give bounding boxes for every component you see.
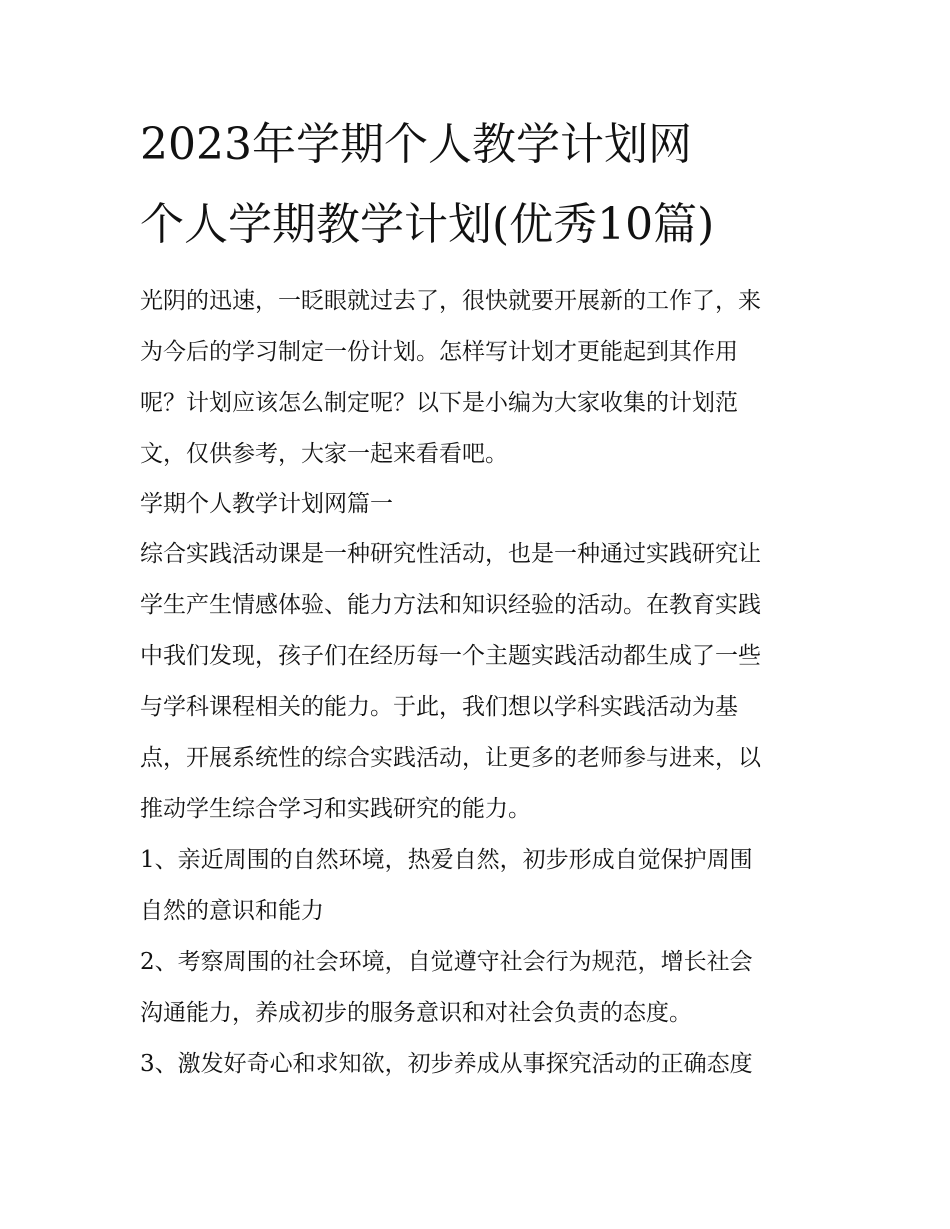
body-line-2: 学生产生情感体验、能力方法和知识经验的活动。在教育实践 (140, 592, 761, 618)
body-line-6: 推动学生综合学习和实践研究的能力。 (140, 796, 531, 822)
intro-line-4: 文，仅供参考，大家一起来看看吧。 (140, 441, 508, 467)
list-item-1-line-2: 自然的意识和能力 (140, 898, 324, 924)
list-item-3-line-1: 3、激发好奇心和求知欲，初步养成从事探究活动的正确态度 (140, 1051, 753, 1077)
document-title-line-1: 2023年学期个人教学计划网 (140, 119, 692, 170)
intro-line-1: 光阴的迅速，一眨眼就过去了，很快就要开展新的工作了，来 (140, 288, 761, 314)
body-line-1: 综合实践活动课是一种研究性活动，也是一种通过实践研究让 (140, 541, 761, 567)
body-line-3: 中我们发现，孩子们在经历每一个主题实践活动都生成了一些 (140, 643, 761, 669)
list-item-2-line-2: 沟通能力，养成初步的服务意识和对社会负责的态度。 (140, 1000, 692, 1026)
intro-line-3: 呢？计划应该怎么制定呢？以下是小编为大家收集的计划范 (140, 390, 738, 416)
section-heading: 学期个人教学计划网篇一 (140, 491, 393, 517)
list-item-1-line-1: 1、亲近周围的自然环境，热爱自然，初步形成自觉保护周围 (140, 847, 753, 873)
body-line-4: 与学科课程相关的能力。于此，我们想以学科实践活动为基 (140, 694, 738, 720)
document-title-line-2: 个人学期教学计划(优秀10篇) (140, 199, 715, 250)
intro-line-2: 为今后的学习制定一份计划。怎样写计划才更能起到其作用 (140, 339, 738, 365)
body-line-5: 点，开展系统性的综合实践活动，让更多的老师参与进来，以 (140, 745, 761, 771)
list-item-2-line-1: 2、考察周围的社会环境，自觉遵守社会行为规范，增长社会 (140, 949, 753, 975)
